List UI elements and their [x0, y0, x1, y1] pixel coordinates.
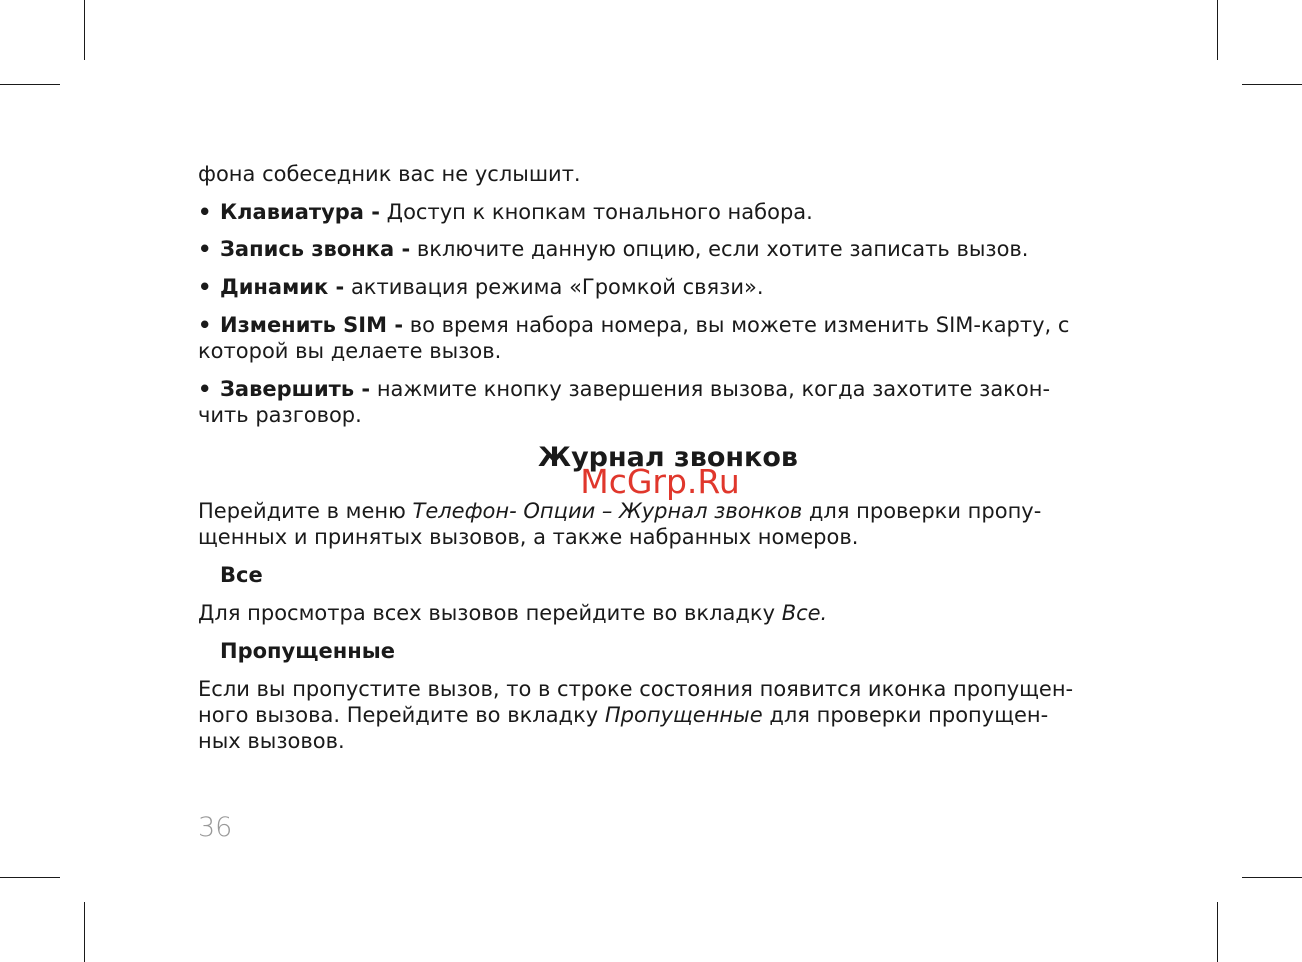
all-paragraph: Для просмотра всех вызовов перейдите во вкладку Все. — [198, 601, 828, 625]
crop-mark-top-left-vertical — [84, 0, 85, 60]
watermark: McGrp.Ru — [580, 462, 740, 501]
subheading-missed: Пропущенные — [220, 639, 395, 663]
bullet-icon: • — [198, 313, 212, 337]
bullet-icon: • — [198, 275, 212, 299]
bullet-end: • Завершить - нажмите кнопку завершения вызова, когда захотите закон- чить разговор. — [198, 377, 1051, 427]
bullet-record: • Запись звонка - включите данную опцию, если хотите записать вызов. — [198, 237, 1029, 261]
term-end: Завершить - — [220, 377, 371, 401]
term-sim: Изменить SIM - — [220, 313, 404, 337]
bullet-icon: • — [198, 237, 212, 261]
subheading-all: Все — [220, 563, 263, 587]
bullet-keypad: • Клавиатура - Доступ к кнопкам тонального набора. — [198, 200, 813, 224]
bullet-speaker: • Динамик - активация режима «Громкой связи». — [198, 275, 764, 299]
crop-mark-bottom-left-horizontal — [0, 877, 60, 878]
crop-mark-top-right-vertical — [1217, 0, 1218, 60]
bullet-icon: • — [198, 377, 212, 401]
crop-mark-bottom-right-horizontal — [1242, 877, 1302, 878]
term-speaker: Динамик - — [220, 275, 345, 299]
section-heading: Журнал звонков — [538, 442, 798, 473]
crop-mark-bottom-left-vertical — [84, 902, 85, 962]
term-record: Запись звонка - — [220, 237, 411, 261]
bullet-icon: • — [198, 200, 212, 224]
intro-paragraph: фона собеседник вас не услышит. — [198, 162, 581, 186]
menu-path: Телефон- Опции – Журнал звонков — [412, 499, 803, 523]
tab-all-name: Все. — [781, 601, 828, 625]
term-keypad: Клавиатура - — [220, 200, 380, 224]
crop-mark-top-left-horizontal — [0, 84, 60, 85]
tab-missed-name: Пропущенные — [604, 703, 763, 727]
missed-paragraph: Если вы пропустите вызов, то в строке состояния появится иконка пропущен- ного вызова. Перейдите во вкладку Пропущенные для проверки пропущен- ных вызовов. — [198, 677, 1074, 753]
page-number: 36 — [198, 812, 233, 843]
section-intro: Перейдите в меню Телефон- Опции – Журнал звонков для проверки пропу- щенных и принятых вызовов, а также набранных номеров. — [198, 499, 1042, 549]
crop-mark-bottom-right-vertical — [1217, 902, 1218, 962]
bullet-sim: • Изменить SIM - во время набора номера, вы можете изменить SIM-карту, с которой вы делаете вызов. — [198, 313, 1070, 363]
crop-mark-top-right-horizontal — [1242, 84, 1302, 85]
